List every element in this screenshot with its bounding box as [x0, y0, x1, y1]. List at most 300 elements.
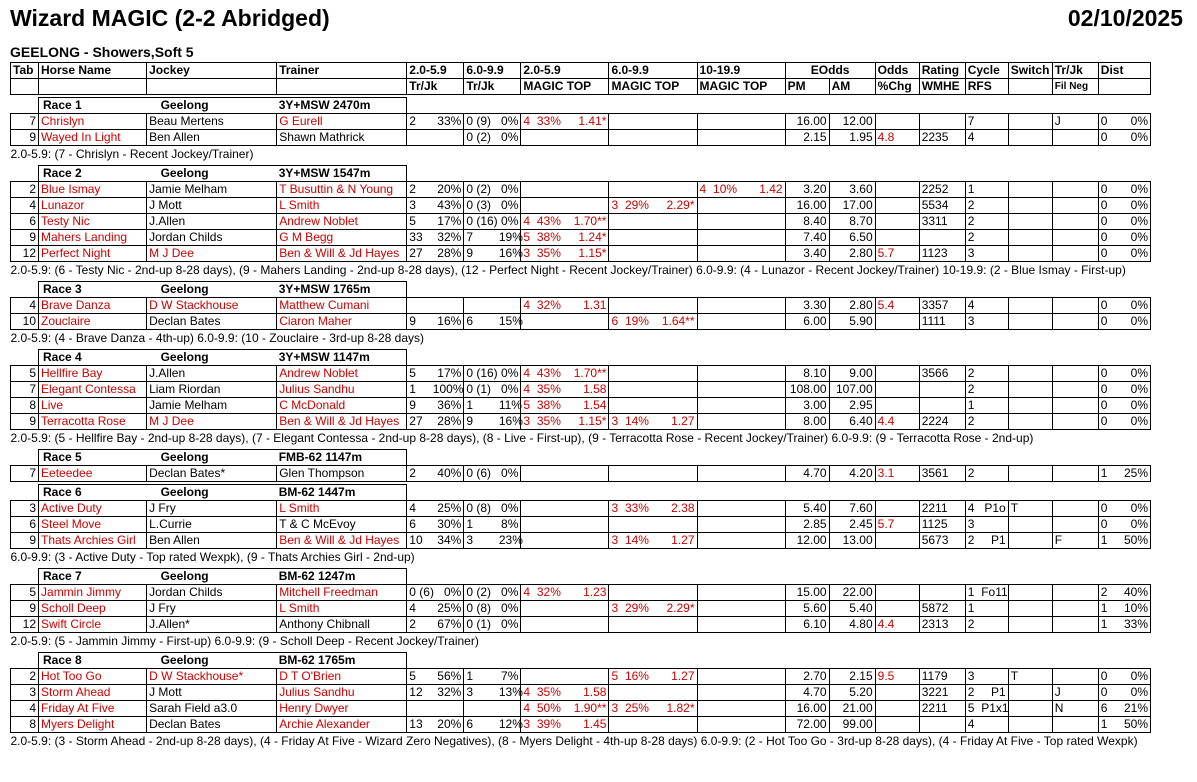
tab-number: 2: [11, 182, 39, 198]
dist-pct: 0%: [1120, 501, 1150, 517]
dist-count: 0: [1098, 298, 1120, 314]
rfs: [979, 517, 1008, 533]
col-cycle: Cycle: [965, 63, 1008, 79]
magic-b-pct: [623, 398, 653, 414]
rating-wmhe: 2252: [919, 182, 965, 198]
dist-pct: 0%: [1120, 182, 1150, 198]
trjk-a-pct: 33%: [431, 114, 464, 130]
trjk-b-count: 0 (16): [464, 366, 497, 382]
trjk-a-pct: [431, 130, 464, 146]
magic-c-price: [741, 198, 785, 214]
magic-c-rank: [697, 130, 711, 146]
odds-change: [875, 182, 919, 198]
magic-b-rank: [609, 182, 623, 198]
runner-row: [11, 466, 1151, 482]
trjk-flag: [1052, 717, 1098, 733]
magic-c-rank: 4: [697, 182, 711, 198]
tab-number: 4: [11, 701, 39, 717]
rating-wmhe: [919, 230, 965, 246]
horse-name: Hot Too Go: [39, 669, 147, 685]
trjk-b-count: 0 (9): [464, 114, 497, 130]
magic-a-pct: [535, 533, 565, 549]
magic-b-price: 1.82*: [653, 701, 697, 717]
trainer-name: C McDonald: [277, 398, 407, 414]
sub-magic-c: MAGIC TOP: [697, 79, 785, 95]
tab-number: 6: [11, 517, 39, 533]
trjk-b-pct: 0%: [497, 617, 521, 633]
switch: [1008, 601, 1052, 617]
tab-number: 3: [11, 685, 39, 701]
rfs: [979, 366, 1008, 382]
eodds-am: 2.15: [829, 669, 875, 685]
race-label: Race 1: [39, 98, 147, 114]
magic-c-pct: [711, 114, 741, 130]
trjk-a-count: 12: [407, 685, 431, 701]
trjk-a-count: 2: [407, 114, 431, 130]
trjk-b-count: 0 (3): [464, 198, 497, 214]
magic-c-pct: [711, 398, 741, 414]
odds-change: [875, 382, 919, 398]
magic-b-pct: [623, 382, 653, 398]
magic-a-pct: [535, 617, 565, 633]
dist-count: 1: [1098, 617, 1120, 633]
trjk-flag: J: [1052, 685, 1098, 701]
trainer-name: Julius Sandhu: [277, 685, 407, 701]
dist-pct: 0%: [1120, 114, 1150, 130]
dist-count: 0: [1098, 130, 1120, 146]
trjk-b-count: 7: [464, 230, 497, 246]
magic-b-price: [653, 230, 697, 246]
trjk-b-pct: 8%: [497, 517, 521, 533]
race-class: 3Y+MSW 1147m: [277, 350, 407, 366]
switch: [1008, 533, 1052, 549]
dist-count: 0: [1098, 382, 1120, 398]
trjk-flag: J: [1052, 114, 1098, 130]
cycle: 2: [965, 214, 979, 230]
dist-count: 0: [1098, 230, 1120, 246]
magic-b-rank: [609, 246, 623, 262]
trjk-flag: [1052, 398, 1098, 414]
magic-a-price: [565, 314, 609, 330]
runner-row: [11, 182, 1151, 198]
magic-b-price: [653, 685, 697, 701]
magic-a-pct: [535, 314, 565, 330]
magic-c-price: [741, 533, 785, 549]
race-class: 3Y+MSW 1765m: [277, 282, 407, 298]
magic-c-pct: [711, 617, 741, 633]
magic-b-pct: [623, 717, 653, 733]
horse-name: Scholl Deep: [39, 601, 147, 617]
rating-wmhe: [919, 717, 965, 733]
trjk-a-count: 5: [407, 669, 431, 685]
magic-a-price: 1.58: [565, 685, 609, 701]
trainer-name: Shawn Mathrick: [277, 130, 407, 146]
jockey-name: Jordan Childs: [147, 230, 277, 246]
magic-c-rank: [697, 398, 711, 414]
switch: [1008, 466, 1052, 482]
magic-c-price: [741, 214, 785, 230]
magic-b-price: 1.64**: [653, 314, 697, 330]
runner-row: [11, 298, 1151, 314]
trainer-name: Henry Dwyer: [277, 701, 407, 717]
rating-wmhe: 2313: [919, 617, 965, 633]
runner-row: [11, 669, 1151, 685]
trainer-name: D T O'Brien: [277, 669, 407, 685]
tab-number: 9: [11, 130, 39, 146]
magic-c-pct: [711, 669, 741, 685]
trjk-a-count: 5: [407, 366, 431, 382]
cycle: 2: [965, 382, 979, 398]
magic-c-price: [741, 601, 785, 617]
eodds-am: 9.00: [829, 366, 875, 382]
trjk-b-pct: 0%: [497, 601, 521, 617]
magic-a-pct: 38%: [535, 398, 565, 414]
eodds-am: 2.45: [829, 517, 875, 533]
race-note: 2.0-5.9: (3 - Storm Ahead - 2nd-up 8-28 days), (4 - Friday At Five - Wizard Zero Negatives), (8 - Myers Delight - 4th-up 8-28 days) 6.0-9.9: (2 - Hot Too Go - 3rd-up 8-28 days), (4 - Friday At Five - Top rated Wexpk): [10, 734, 1138, 748]
cycle: 2: [965, 466, 979, 482]
magic-b-pct: [623, 230, 653, 246]
dist-pct: 0%: [1120, 517, 1150, 533]
jockey-name: D W Stackhouse: [147, 298, 277, 314]
dist-pct: 21%: [1120, 701, 1150, 717]
tab-number: 9: [11, 601, 39, 617]
horse-name: Steel Move: [39, 517, 147, 533]
odds-change: 5.7: [875, 517, 919, 533]
magic-a-price: [565, 669, 609, 685]
eodds-am: 8.70: [829, 214, 875, 230]
trjk-b-pct: 12%: [498, 717, 523, 731]
eodds-pm: 3.20: [785, 182, 829, 198]
race-class: BM-62 1447m: [277, 485, 407, 501]
magic-c-price: [741, 717, 785, 733]
magic-c-price: [741, 517, 785, 533]
col-trjk-a: 2.0-5.9: [407, 63, 464, 79]
magic-a-rank: [521, 466, 535, 482]
rating-wmhe: 3357: [919, 298, 965, 314]
cycle: 2: [965, 533, 979, 549]
trjk-b-count: 9: [464, 246, 497, 262]
eodds-pm: 2.15: [785, 130, 829, 146]
magic-b-rank: 5: [609, 669, 623, 685]
trjk-a-pct: 0%: [431, 585, 464, 601]
race-header: [11, 653, 1151, 669]
switch: [1008, 398, 1052, 414]
magic-c-price: [741, 246, 785, 262]
cycle: 2: [965, 617, 979, 633]
magic-a-rank: [521, 182, 535, 198]
magic-a-rank: 4: [521, 382, 535, 398]
trjk-b-pct: 0%: [497, 214, 521, 230]
trjk-b-pct: 19%: [498, 230, 523, 244]
dist-count: 0: [1098, 314, 1120, 330]
trjk-flag: F: [1052, 533, 1098, 549]
magic-a-pct: 35%: [535, 382, 565, 398]
trainer-name: Ben & Will & Jd Hayes: [277, 533, 407, 549]
dist-pct: 0%: [1120, 298, 1150, 314]
sub-trjk-b: Tr/Jk: [464, 79, 521, 95]
trjk-b-count: 6: [464, 314, 497, 330]
trjk-a-pct: 32%: [431, 685, 464, 701]
trjk-a-count: 10: [407, 533, 431, 549]
jockey-name: J.Allen: [147, 366, 277, 382]
magic-b-rank: 6: [609, 314, 623, 330]
eodds-pm: 16.00: [785, 114, 829, 130]
trainer-name: Ben & Will & Jd Hayes: [277, 414, 407, 430]
column-subheader-row: [11, 79, 1151, 95]
rfs: [979, 717, 1008, 733]
form-sheet: [10, 62, 1151, 750]
magic-a-rank: 4: [521, 298, 535, 314]
dist-count: 0: [1098, 198, 1120, 214]
trjk-b-pct: 0%: [497, 501, 521, 517]
horse-name: Mahers Landing: [39, 230, 147, 246]
eodds-pm: 6.10: [785, 617, 829, 633]
magic-a-price: 1.90**: [565, 701, 609, 717]
tab-number: 9: [11, 533, 39, 549]
race-note: 2.0-5.9: (6 - Testy Nic - 2nd-up 8-28 days), (9 - Mahers Landing - 2nd-up 8-28 days), (12 - Perfect Night - Recent Jockey/Trainer) 6.0-9.9: (4 - Lunazor - Recent Jockey/Trainer) 10-19.9: (2 - Blue Ismay - First-up): [10, 263, 1126, 277]
trjk-a-count: 3: [407, 198, 431, 214]
magic-b-pct: [623, 685, 653, 701]
eodds-pm: 16.00: [785, 701, 829, 717]
trainer-name: Ben & Will & Jd Hayes: [277, 246, 407, 262]
magic-c-price: [741, 414, 785, 430]
race-label: Race 6: [39, 485, 147, 501]
venue-conditions: GEELONG - Showers,Soft 5: [10, 44, 194, 60]
magic-a-rank: [521, 501, 535, 517]
trjk-flag: [1052, 669, 1098, 685]
magic-c-rank: [697, 114, 711, 130]
trainer-name: T & C McEvoy: [277, 517, 407, 533]
rfs: [979, 214, 1008, 230]
report-title: Wizard MAGIC (2-2 Abridged): [10, 5, 330, 31]
magic-b-pct: [623, 214, 653, 230]
col-jockey: Jockey: [147, 63, 277, 79]
rfs: [979, 414, 1008, 430]
trjk-b-count: 0 (1): [464, 382, 497, 398]
sub-wmhe: WMHE: [919, 79, 965, 95]
magic-c-pct: [711, 517, 741, 533]
horse-name: Active Duty: [39, 501, 147, 517]
trjk-a-count: 2: [407, 617, 431, 633]
horse-name: Jammin Jimmy: [39, 585, 147, 601]
trjk-b-count: 1: [464, 398, 497, 414]
trjk-flag: [1052, 198, 1098, 214]
odds-change: [875, 601, 919, 617]
switch: [1008, 314, 1052, 330]
tab-number: 5: [11, 366, 39, 382]
rating-wmhe: 5534: [919, 198, 965, 214]
col-magic-a: 2.0-5.9: [521, 63, 609, 79]
cycle: 2: [965, 366, 979, 382]
runner-row: [11, 366, 1151, 382]
magic-a-rank: 3: [521, 246, 535, 262]
magic-a-rank: [521, 517, 535, 533]
magic-c-price: 1.42: [741, 182, 785, 198]
magic-b-pct: 14%: [623, 414, 653, 430]
dist-pct: 0%: [1120, 669, 1150, 685]
report-date: 02/10/2025: [1067, 5, 1183, 31]
tab-number: 9: [11, 414, 39, 430]
col-tab: Tab: [11, 63, 39, 79]
dist-count: 0: [1098, 398, 1120, 414]
switch: [1008, 298, 1052, 314]
trjk-a-pct: 25%: [431, 601, 464, 617]
trjk-flag: [1052, 466, 1098, 482]
magic-c-pct: [711, 685, 741, 701]
magic-a-pct: 35%: [535, 246, 565, 262]
magic-b-pct: 19%: [623, 314, 653, 330]
cycle: 4: [965, 501, 979, 517]
jockey-name: J Fry: [147, 501, 277, 517]
trainer-name: G M Begg: [277, 230, 407, 246]
switch: [1008, 585, 1052, 601]
odds-change: [875, 533, 919, 549]
runner-row: [11, 382, 1151, 398]
horse-name: Swift Circle: [39, 617, 147, 633]
magic-b-pct: 14%: [623, 533, 653, 549]
dist-count: 0: [1098, 366, 1120, 382]
tab-number: 5: [11, 585, 39, 601]
rfs: [979, 114, 1008, 130]
trjk-a-pct: 36%: [431, 398, 464, 414]
magic-b-pct: [623, 182, 653, 198]
magic-b-rank: 3: [609, 414, 623, 430]
magic-c-price: [741, 314, 785, 330]
eodds-am: 99.00: [829, 717, 875, 733]
trainer-name: Andrew Noblet: [277, 214, 407, 230]
horse-name: Lunazor: [39, 198, 147, 214]
jockey-name: Declan Bates: [147, 314, 277, 330]
horse-name: Myers Delight: [39, 717, 147, 733]
magic-b-pct: [623, 114, 653, 130]
race-venue: Geelong: [147, 98, 277, 114]
rfs: [979, 230, 1008, 246]
jockey-name: Ben Allen: [147, 533, 277, 549]
tab-number: 6: [11, 214, 39, 230]
switch: [1008, 198, 1052, 214]
magic-a-pct: 43%: [535, 214, 565, 230]
magic-a-rank: 5: [521, 398, 535, 414]
runner-row: [11, 501, 1151, 517]
odds-change: [875, 398, 919, 414]
trjk-a-pct: 28%: [431, 246, 464, 262]
tab-number: 12: [11, 246, 39, 262]
runner-row: [11, 685, 1151, 701]
jockey-name: Jamie Melham: [147, 182, 277, 198]
dist-pct: 0%: [1120, 246, 1150, 262]
magic-c-pct: [711, 130, 741, 146]
magic-b-rank: [609, 517, 623, 533]
trjk-a-count: 2: [407, 466, 431, 482]
magic-b-pct: [623, 466, 653, 482]
magic-c-price: [741, 466, 785, 482]
eodds-am: 22.00: [829, 585, 875, 601]
trjk-flag: [1052, 246, 1098, 262]
rating-wmhe: [919, 382, 965, 398]
jockey-name: J Mott: [147, 685, 277, 701]
cycle: 1: [965, 585, 979, 601]
jockey-name: Sarah Field a3.0: [147, 701, 277, 717]
jockey-name: Declan Bates: [147, 717, 277, 733]
runner-row: [11, 533, 1151, 549]
magic-b-rank: [609, 585, 623, 601]
rfs: [979, 617, 1008, 633]
magic-b-rank: [609, 466, 623, 482]
jockey-name: D W Stackhouse*: [147, 669, 277, 685]
eodds-pm: 2.70: [785, 669, 829, 685]
magic-c-pct: [711, 382, 741, 398]
magic-a-rank: 5: [521, 230, 535, 246]
magic-c-pct: [711, 414, 741, 430]
odds-change: [875, 366, 919, 382]
odds-change: 4.4: [875, 414, 919, 430]
magic-a-price: [565, 617, 609, 633]
magic-a-price: [565, 501, 609, 517]
runner-row: [11, 230, 1151, 246]
tab-number: 9: [11, 230, 39, 246]
dist-count: 0: [1098, 214, 1120, 230]
odds-change: 4.8: [875, 130, 919, 146]
runner-row: [11, 517, 1151, 533]
dist-pct: 0%: [1120, 214, 1150, 230]
switch: [1008, 717, 1052, 733]
magic-c-price: [741, 669, 785, 685]
trjk-b-pct: 0%: [497, 114, 521, 130]
magic-b-price: [653, 246, 697, 262]
trainer-name: Ciaron Maher: [277, 314, 407, 330]
trainer-name: G Eurell: [277, 114, 407, 130]
horse-name: Zouclaire: [39, 314, 147, 330]
magic-a-pct: 39%: [535, 717, 565, 733]
trjk-a-pct: 20%: [431, 182, 464, 198]
jockey-name: J.Allen: [147, 214, 277, 230]
eodds-am: 17.00: [829, 198, 875, 214]
magic-c-pct: [711, 533, 741, 549]
rating-wmhe: 3561: [919, 466, 965, 482]
magic-c-rank: [697, 198, 711, 214]
sub-rfs: RFS: [965, 79, 1008, 95]
jockey-name: J Fry: [147, 601, 277, 617]
runner-row: [11, 214, 1151, 230]
rating-wmhe: 2211: [919, 501, 965, 517]
trjk-a-pct: 16%: [431, 314, 464, 330]
magic-b-pct: 25%: [623, 701, 653, 717]
magic-a-pct: 32%: [535, 585, 565, 601]
trjk-b-pct: 0%: [497, 585, 521, 601]
rfs: P1x1: [981, 701, 1009, 715]
dist-pct: 50%: [1120, 717, 1150, 733]
eodds-am: 107.00: [829, 382, 875, 398]
race-label: Race 8: [39, 653, 147, 669]
rfs: P1: [979, 533, 1008, 549]
trjk-b-count: 9: [464, 414, 497, 430]
col-dist: Dist: [1098, 63, 1150, 79]
runner-row: [11, 585, 1151, 601]
magic-c-rank: [697, 717, 711, 733]
trjk-a-count: 9: [407, 314, 431, 330]
trjk-a-pct: 30%: [431, 517, 464, 533]
col-eodds: EOdds: [785, 63, 875, 79]
magic-a-rank: [521, 669, 535, 685]
trjk-a-pct: 20%: [431, 717, 464, 733]
runner-row: [11, 717, 1151, 733]
cycle: 4: [965, 717, 979, 733]
trjk-a-count: 2: [407, 182, 431, 198]
col-rating: Rating: [919, 63, 965, 79]
jockey-name: L.Currie: [147, 517, 277, 533]
tab-number: 3: [11, 501, 39, 517]
rfs: [979, 198, 1008, 214]
